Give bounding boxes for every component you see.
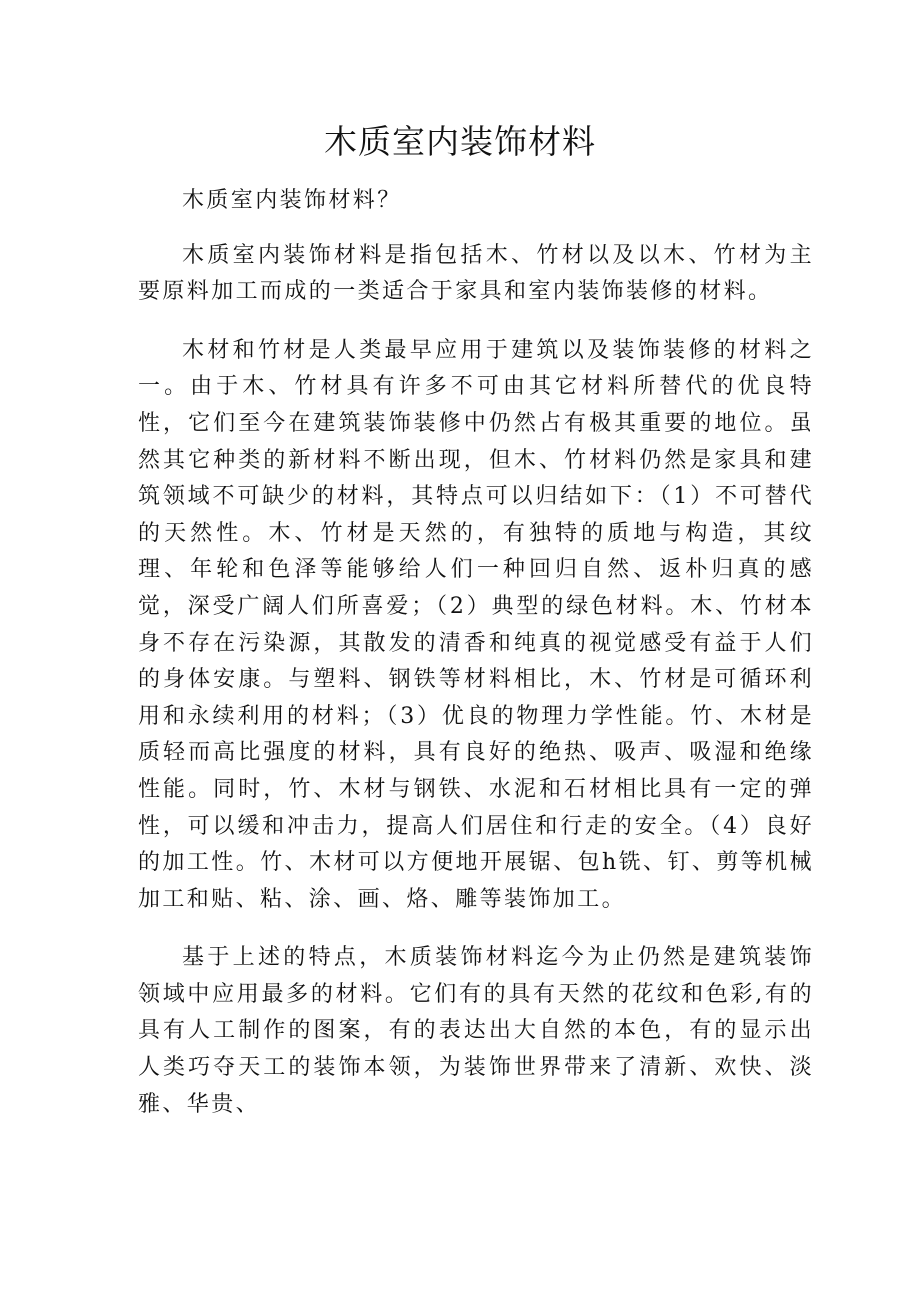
paragraph-characteristics: 木材和竹材是人类最早应用于建筑以及装饰装修的材料之一。由于木、竹材具有许多不可由其它材料所替代的优良特性，它们至今在建筑装饰装修中仍然占有极其重要的地位。虽然其它种类的新材料不断出现，但木、竹材料仍然是家具和建筑领域不可缺少的材料，其特点可以归结如下：（1）不可替代的天然性。木、竹材是天然的，有独特的质地与构造，其纹理、年轮和色泽等能够给人们一种回归自然、返朴归真的感觉，深受广阔人们所喜爱；（2）典型的绿色材料。木、竹材本身不存在污染源，其散发的清香和纯真的视觉感受有益于人们的身体安康。与塑料、钢铁等材料相比，木、竹材是可循环利用和永续利用的材料；（3）优良的物理力学性能。竹、木材是质轻而高比强度的材料，具有良好的绝热、吸声、吸湿和绝缘性能。同时，竹、木材与钢铁、水泥和石材相比具有一定的弹性，可以缓和冲击力，提高人们居住和行走的安全。（4）良好的加工性。竹、木材可以方便地开展锯、包h铣、钉、剪等机械加工和贴、粘、涂、画、烙、雕等装饰加工。 xyxy=(138,337,814,912)
paragraph-applications: 基于上述的特点，木质装饰材料迄今为止仍然是建筑装饰领域中应用最多的材料。它们有的具有天然的花纹和色彩,有的具有人工制作的图案，有的表达出大自然的本色，有的显示出人类巧夺天工的装饰本领，为装饰世界带来了清新、欢快、淡雅、华贵、 xyxy=(138,945,814,1117)
document-body xyxy=(138,183,814,1145)
paragraph-question: 木质室内装饰材料？ xyxy=(182,188,402,213)
paragraph-definition: 木质室内装饰材料是指包括木、竹材以及以木、竹材为主要原料加工而成的一类适合于家具和室内装饰装修的材料。 xyxy=(138,242,814,305)
page-title: 木质室内装饰材料 xyxy=(324,122,596,161)
